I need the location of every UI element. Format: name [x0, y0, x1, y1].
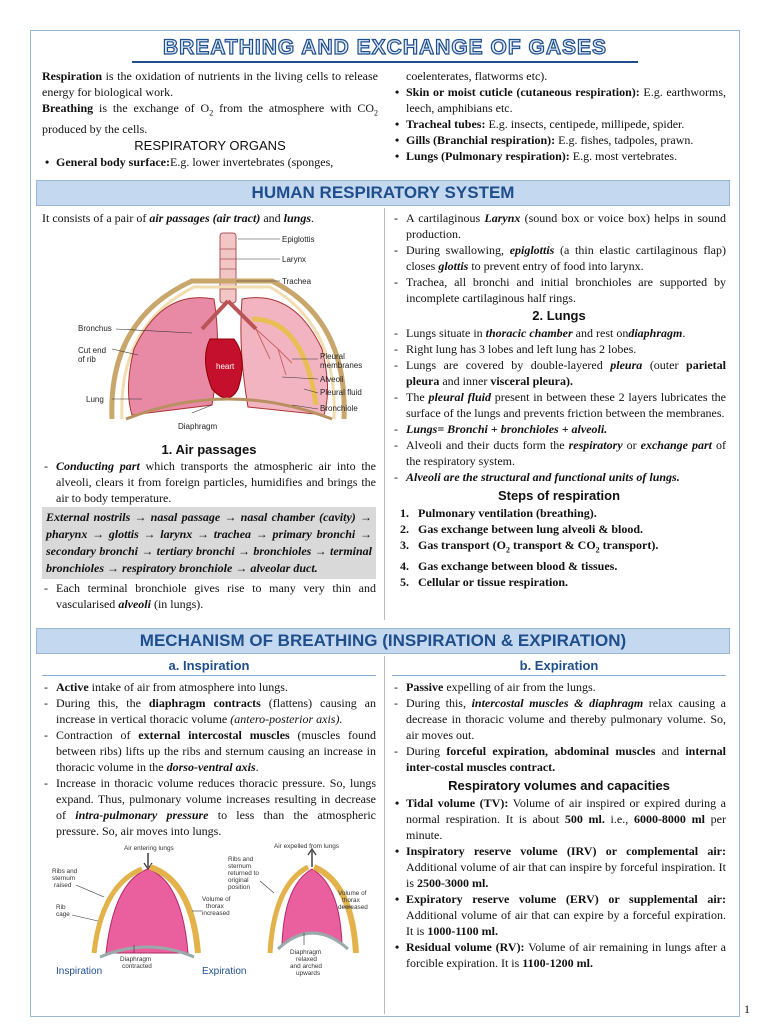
svg-text:relaxed: relaxed: [296, 956, 317, 963]
svg-text:position: position: [228, 884, 251, 891]
human-right-column: [392, 210, 726, 590]
pleural-label: Pleural: [320, 352, 345, 361]
inspiration-item: - Increase in thoracic volume reduces thoracic pressure. So, lungs expand. Thus, pulmonary volume increases resulting in decrease of intra-pulmonary pressure to less than the atmospheric pressure. So, air moves into lungs.: [42, 775, 376, 839]
diaphragm-contracted-label: Diaphragm: [120, 956, 152, 963]
bronchus-label: Bronchus: [78, 324, 112, 333]
volume-increased-label: Volume of: [202, 896, 231, 903]
inspiration-item: - Contraction of external intercostal muscles (muscles found between ribs) lifts up the ribs and sternum causing an increase in thoracic volume in the dorso-ventral axis.: [42, 727, 376, 775]
rib-cage-label: Rib: [56, 904, 66, 911]
expiration-item: - During forceful expiration, abdominal muscles and internal inter-costal muscles contract.: [392, 743, 726, 775]
volume-item: • Residual volume (RV): Volume of air remaining in lungs after a forcible expiration. It is 1100-1200 ml.: [392, 939, 726, 971]
intro-right-column: [392, 68, 726, 164]
air-passages-heading: 1. Air passages: [161, 442, 257, 457]
diaphragm-relaxed-label: Diaphragm: [290, 949, 322, 956]
respiratory-system-diagram: [42, 229, 376, 439]
breathing-definition: Breathing is the exchange of $O_2$ from the atmosphere with $CO_2$ produced by the cells.: [42, 101, 378, 137]
svg-text:thorax: thorax: [342, 897, 360, 904]
of-rib-label: of rib: [78, 355, 96, 364]
step-item: 5. Cellular or tissue respiration.: [400, 575, 568, 590]
air-entering-label: Air entering lungs: [124, 845, 174, 852]
expiration-heading: b. Expiration: [392, 658, 726, 676]
organ-item: • Tracheal tubes: E.g. insects, centipede, millipede, spider.: [392, 116, 726, 132]
step-item: 3. Gas transport ($O_2$ transport & $CO_2$ transport).: [400, 538, 659, 555]
swallowing-item: - During swallowing, epiglottis (a thin elastic cartilaginous flap) closes glottis to prevent entry of food into larynx.: [392, 242, 726, 274]
column-divider: [384, 208, 385, 620]
terminal-bronchiole-item: - Each terminal bronchiole gives rise to many very thin and vascularised alveoli (in lungs).: [42, 580, 376, 612]
svg-text:raised: raised: [54, 882, 72, 889]
air-expelled-label: Air expelled from lungs: [274, 843, 340, 850]
svg-text:decreased: decreased: [338, 904, 368, 911]
respiration-definition: Respiration is the oxidation of nutrients in the living cells to release energy for biological work.: [42, 69, 378, 99]
expiration-item: - Passive expelling of air from the lungs.: [392, 679, 726, 695]
lung-item: - Lungs are covered by double-layered pleura (outer parietal pleura and inner visceral pleura).: [392, 357, 726, 389]
lung-label: Lung: [86, 395, 104, 404]
volume-decreased-label: Volume of: [338, 890, 367, 897]
step-item: 1. Pulmonary ventilation (breathing).: [400, 506, 597, 520]
svg-text:sternum: sternum: [228, 863, 252, 870]
organ1-continuation: coelenterates, flatworms etc).: [406, 69, 548, 83]
steps-list: [392, 505, 726, 590]
larynx-label: Larynx: [282, 255, 307, 264]
respiratory-volumes-heading: Respiratory volumes and capacities: [448, 778, 670, 793]
ribs-raised-label: Ribs and: [52, 868, 78, 875]
lung-item: - Alveoli are the structural and functional units of lungs.: [392, 469, 726, 485]
inspiration-column: [42, 658, 376, 977]
expiration-item: - During this, intercostal muscles & diaphragm relax causing a decrease in thoracic volume and thereby pulmonary volume. So, air moves out.: [392, 695, 726, 743]
breathing-mechanism-figure: [42, 841, 376, 977]
diaphragm-label: Diaphragm: [178, 422, 218, 431]
conducting-item: - Conducting part which transports the atmospheric air into the alveoli, clears it from foreign particles, humidifies and brings the air to body temperature.: [42, 458, 376, 506]
organ-item: • Skin or moist cuticle (cutaneous respiration): E.g. earthworms, leech, amphibians etc.: [392, 84, 726, 116]
page-number: 1: [744, 1002, 750, 1016]
inspiration-figure: [72, 853, 202, 957]
larynx-item: - A cartilaginous Larynx (sound box or voice box) helps in sound production.: [392, 210, 726, 242]
section-human-respiratory: HUMAN RESPIRATORY SYSTEM: [36, 180, 730, 206]
section-mechanism: MECHANISM OF BREATHING (INSPIRATION & EXPIRATION): [36, 628, 730, 654]
inspiration-item: - During this, the diaphragm contracts (flattens) causing an increase in vertical thoracic volume (antero-posterior axis).: [42, 695, 376, 727]
lung-item: - Right lung has 3 lobes and left lung has 2 lobes.: [392, 341, 726, 357]
step-item: 2. Gas exchange between lung alveoli & blood.: [400, 522, 644, 536]
svg-text:sternum: sternum: [52, 875, 76, 882]
expiration-fig-label: Expiration: [202, 966, 247, 977]
ribs-returned-label: Ribs and: [228, 856, 254, 863]
svg-text:increased: increased: [202, 910, 230, 917]
svg-text:thorax: thorax: [206, 903, 224, 910]
svg-text:cage: cage: [56, 911, 70, 918]
trachea-item: - Trachea, all bronchi and initial bronchioles are supported by incomplete cartilaginous half rings.: [392, 274, 726, 306]
heart-label: heart: [216, 362, 235, 371]
bronchiole-label: Bronchiole: [320, 404, 358, 413]
respiratory-organs-heading: RESPIRATORY ORGANS: [134, 138, 286, 154]
svg-text:returned to: returned to: [228, 870, 259, 877]
column-divider: [384, 656, 385, 1014]
step-item: 4. Gas exchange between blood & tissues.: [400, 559, 618, 574]
organ-item: • Gills (Branchial respiration): E.g. fishes, tadpoles, prawn.: [392, 132, 726, 148]
cut-end-label: Cut end: [78, 346, 107, 355]
expiration-column: [392, 658, 726, 971]
inspiration-item: - Active intake of air from atmosphere into lungs.: [42, 679, 376, 695]
intro-left-column: [42, 68, 378, 170]
lung-item: - Lungs situate in thoracic chamber and rest ondiaphragm.: [392, 325, 726, 341]
volume-item: • Expiratory reserve volume (ERV) or supplemental air: Additional volume of air that can expire by a forceful expiration. It is 1000-1100 ml.: [392, 891, 726, 939]
steps-heading: Steps of respiration: [497, 488, 621, 503]
air-pathway-box: External nostrils → nasal passage → nasal chamber (cavity) → pharynx → glottis → larynx → trachea → primary bronchi → secondary bronchi → tertiary bronchi → bronchioles → terminal bronchioles → respiratory bronchiole → alveolar duct.: [42, 507, 376, 579]
lung-item: - Alveoli and their ducts form the respiratory or exchange part of the respiratory system.: [392, 437, 726, 469]
human-left-column: [42, 210, 376, 612]
membranes-label: membranes: [320, 361, 363, 370]
volume-item: • Inspiratory reserve volume (IRV) or complemental air: Additional volume of air that can inspire by forceful inspiration. It is 2500-3000 ml.: [392, 843, 726, 891]
pleural-fluid-label: Pleural fluid: [320, 388, 362, 397]
lung-item: - The pleural fluid present in between these 2 layers lubricates the surface of the lungs and prevents friction between the membranes.: [392, 389, 726, 421]
svg-text:original: original: [228, 877, 249, 884]
alveoli-label: Alveoli: [320, 375, 344, 384]
page-title: BREATHING AND EXCHANGE OF GASES: [162, 36, 608, 59]
volume-item: • Tidal volume (TV): Volume of air inspired or expired during a normal respiration. It is about 500 ml. i.e., 6000-8000 ml per minute.: [392, 795, 726, 843]
organ-item: • Lungs (Pulmonary respiration): E.g. most vertebrates.: [392, 148, 726, 164]
title-underline: [132, 61, 638, 63]
svg-text:contracted: contracted: [122, 963, 152, 970]
svg-text:and arched: and arched: [290, 963, 322, 970]
lungs-heading: 2. Lungs: [532, 308, 586, 323]
inspiration-fig-label: Inspiration: [56, 966, 103, 977]
consists-line: It consists of a pair of air passages (air tract) and lungs.: [42, 211, 314, 225]
inspiration-heading: a. Inspiration: [42, 658, 376, 676]
organ-item: • General body surface:E.g. lower invertebrates (sponges,: [42, 154, 378, 170]
lung-item: - Lungs= Bronchi + bronchioles + alveoli.: [392, 421, 726, 437]
svg-text:upwards: upwards: [296, 970, 321, 977]
trachea-label: Trachea: [282, 277, 312, 286]
epiglottis-label: Epiglottis: [282, 235, 315, 244]
